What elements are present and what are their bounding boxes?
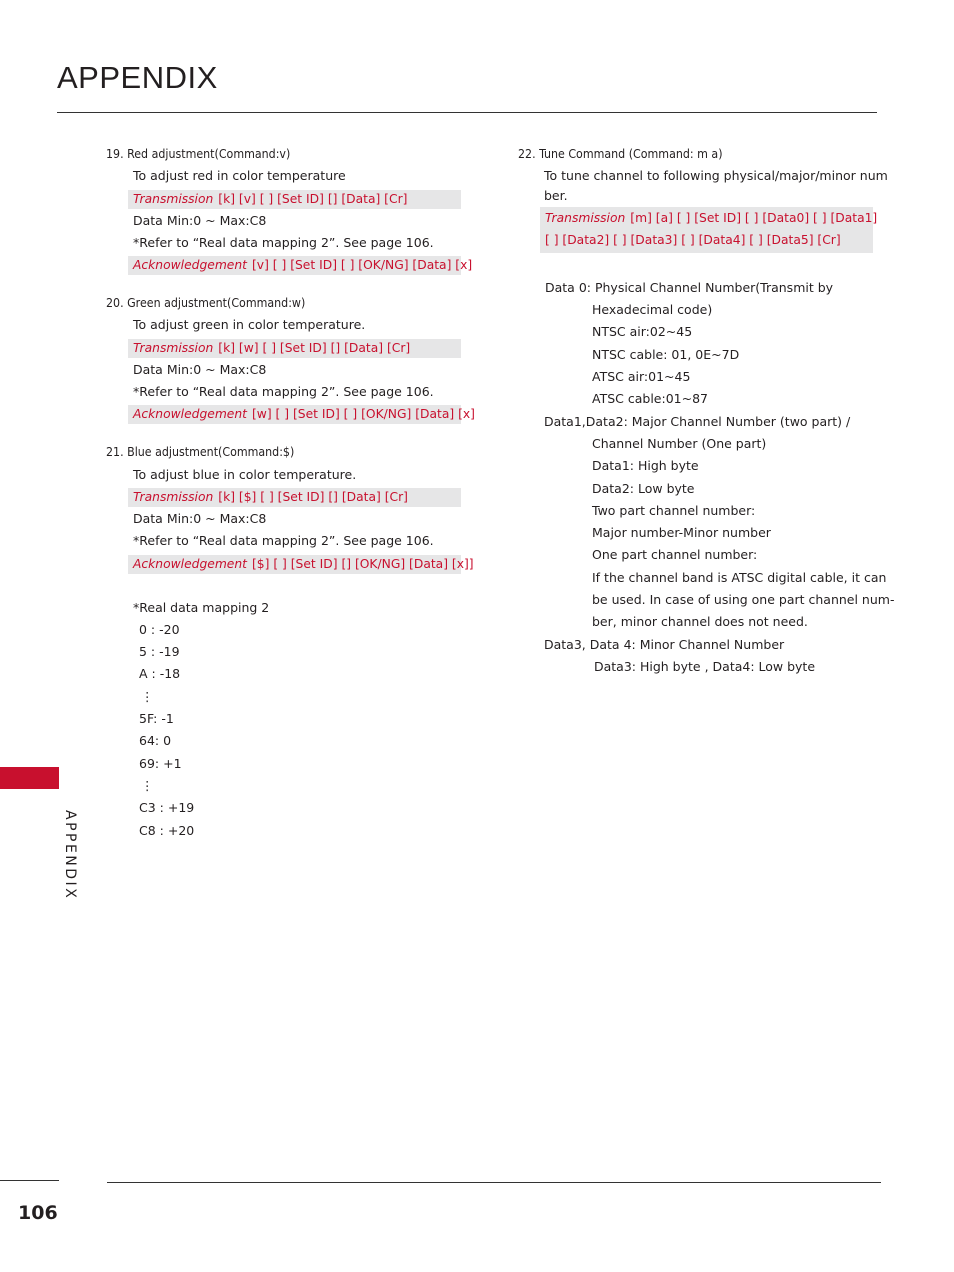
acknowledgement-value: [w] [ ] [Set ID] [ ] [OK/NG] [Data] [x] [252, 407, 475, 422]
transmission-value: [k] [w] [ ] [Set ID] [] [Data] [Cr] [218, 340, 411, 355]
mapping-row: 5F: -1 [139, 711, 174, 727]
page-title: APPENDIX [57, 60, 218, 95]
section-19-transmission [128, 190, 461, 209]
section-22-desc-line2: ber. [544, 187, 568, 203]
detail-line: If the channel band is ATSC digital cable, it can [592, 569, 887, 585]
detail-line: Data3: High byte , Data4: Low byte [594, 658, 816, 674]
transmission-value: [k] [v] [ ] [Set ID] [] [Data] [Cr] [218, 191, 408, 206]
mapping-row: C8 : +20 [139, 822, 195, 838]
mapping-row: 5 : -19 [139, 644, 180, 660]
section-20-heading: 20. Green adjustment(Command:w) [106, 296, 306, 311]
detail-line: Two part channel number: [592, 502, 756, 518]
detail-line: One part channel number: [592, 547, 758, 563]
mapping-row: 0 : -20 [139, 621, 180, 637]
acknowledgement-value: [$] [ ] [Set ID] [] [OK/NG] [Data] [x]] [252, 556, 474, 571]
section-20-acknowledgement [128, 405, 475, 424]
section-21-acknowledgement [128, 555, 474, 574]
section-19-acknowledgement [128, 256, 473, 275]
section-22-transmission [540, 207, 878, 253]
mapping-ellipsis: ⋮ [141, 777, 154, 793]
transmission-label: Transmission [133, 340, 214, 355]
detail-line: ATSC cable:01~87 [592, 391, 708, 407]
section-22-desc-line1: To tune channel to following physical/major/minor num [544, 168, 888, 184]
acknowledgement-label: Acknowledgement [133, 258, 247, 273]
detail-line: Data3, Data 4: Minor Channel Number [544, 636, 785, 652]
detail-line: Data2: Low byte [592, 480, 695, 496]
detail-line: NTSC cable: 01, 0E~7D [592, 346, 740, 362]
transmission-value-line1: [m] [a] [ ] [Set ID] [ ] [Data0] [ ] [Data1] [630, 210, 878, 225]
section-19-heading: 19. Red adjustment(Command:v) [106, 147, 291, 161]
mapping-row: A : -18 [139, 666, 181, 682]
right-column [518, 143, 895, 678]
transmission-label: Transmission [133, 489, 214, 504]
section-21-desc: To adjust blue in color temperature. [133, 466, 357, 482]
detail-line: be used. In case of using one part channel num- [592, 592, 895, 608]
transmission-value: [k] [$] [ ] [Set ID] [] [Data] [Cr] [218, 489, 408, 504]
detail-line: ATSC air:01~45 [592, 369, 691, 385]
acknowledgement-label: Acknowledgement [133, 556, 247, 571]
mapping-row: C3 : +19 [139, 800, 195, 816]
section-21-transmission [128, 488, 461, 507]
page-number: 106 [18, 1202, 58, 1224]
detail-line: Data1,Data2: Major Channel Number (two part) / [544, 413, 851, 429]
section-19-range: Data Min:0 ~ Max:C8 [133, 212, 267, 228]
section-20-refer: *Refer to “Real data mapping 2”. See page 106. [133, 384, 434, 400]
footer-rule-left [0, 1180, 59, 1181]
section-21-range: Data Min:0 ~ Max:C8 [133, 510, 267, 526]
mapping-list [106, 619, 461, 842]
section-21-refer: *Refer to “Real data mapping 2”. See page 106. [133, 533, 434, 549]
detail-line: Data1: High byte [592, 458, 699, 474]
mapping-ellipsis: ⋮ [141, 688, 154, 704]
detail-line: NTSC air:02~45 [592, 324, 693, 340]
acknowledgement-value: [v] [ ] [Set ID] [ ] [OK/NG] [Data] [x] [252, 258, 473, 273]
section-19-desc: To adjust red in color temperature [133, 168, 346, 184]
detail-line: ber, minor channel does not need. [592, 614, 808, 630]
detail-line: Channel Number (One part) [592, 435, 767, 451]
mapping-row: 69: +1 [139, 755, 182, 771]
acknowledgement-label: Acknowledgement [133, 407, 247, 422]
detail-line: Hexadecimal code) [592, 302, 713, 318]
detail-line: Major number-Minor number [592, 525, 771, 541]
side-tab-marker [0, 767, 59, 789]
mapping-title: *Real data mapping 2 [133, 599, 270, 615]
detail-line: Data 0: Physical Channel Number(Transmit by [545, 279, 834, 295]
section-21-heading: 21. Blue adjustment(Command:$) [106, 445, 295, 460]
footer-rule-right [107, 1182, 881, 1183]
transmission-value-line2: [ ] [Data2] [ ] [Data3] [ ] [Data4] [ ] [Data5] [Cr] [545, 232, 841, 247]
side-tab-label: APPENDIX [62, 810, 78, 901]
section-19-refer: *Refer to “Real data mapping 2”. See page 106. [133, 234, 434, 250]
transmission-label: Transmission [133, 191, 214, 206]
section-20-range: Data Min:0 ~ Max:C8 [133, 361, 267, 377]
mapping-row: 64: 0 [139, 733, 172, 749]
header-rule [57, 112, 877, 113]
section-22-heading: 22. Tune Command (Command: m a) [518, 147, 723, 161]
section-20-transmission [128, 339, 461, 358]
section-22-details [518, 277, 895, 678]
transmission-label: Transmission [545, 210, 626, 225]
section-20-desc: To adjust green in color temperature. [133, 317, 366, 333]
left-column [106, 143, 475, 842]
